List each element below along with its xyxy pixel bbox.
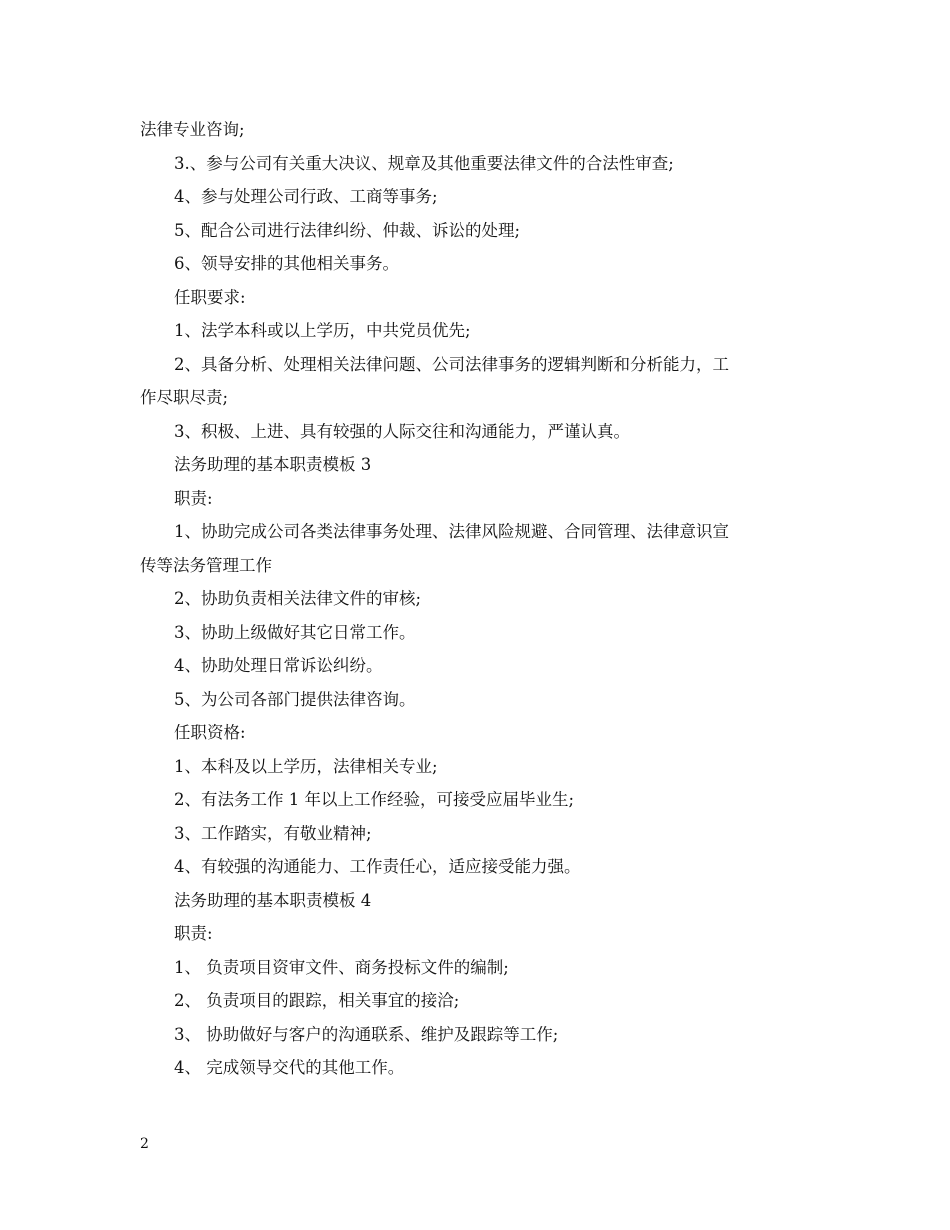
text-line: 法务助理的基本职责模板 3 bbox=[174, 455, 372, 474]
text-line: 3、协助上级做好其它日常工作。 bbox=[174, 622, 416, 642]
document-body bbox=[140, 113, 812, 1085]
text-line: 3、积极、上进、具有较强的人际交往和沟通能力，严谨认真。 bbox=[174, 421, 630, 441]
text-line: 4、有较强的沟通能力、工作责任心，适应接受能力强。 bbox=[174, 857, 581, 876]
text-line: 2、具备分析、处理相关法律问题、公司法律事务的逻辑判断和分析能力，工 bbox=[174, 354, 729, 374]
text-line: 任职要求: bbox=[174, 287, 246, 307]
text-line: 3.、参与公司有关重大决议、规章及其他重要法律文件的合法性审查; bbox=[174, 153, 674, 173]
text-line: 1、本科及以上学历，法律相关专业; bbox=[174, 756, 438, 776]
text-line: 2、 负责项目的跟踪，相关事宜的接洽; bbox=[174, 991, 460, 1010]
text-line: 5、为公司各部门提供法律咨询。 bbox=[174, 689, 416, 709]
text-line: 职责: bbox=[174, 488, 213, 508]
text-line: 3、 协助做好与客户的沟通联系、维护及跟踪等工作; bbox=[174, 1024, 559, 1044]
text-line: 1、 负责项目资审文件、商务投标文件的编制; bbox=[174, 957, 509, 977]
text-line: 1、法学本科或以上学历，中共党员优先; bbox=[174, 321, 471, 340]
page-number: 2 bbox=[140, 1136, 149, 1152]
text-line: 法务助理的基本职责模板 4 bbox=[174, 890, 372, 910]
text-line: 5、配合公司进行法律纠纷、仲裁、诉讼的处理; bbox=[174, 220, 521, 240]
text-line: 4、参与处理公司行政、工商等事务; bbox=[174, 187, 438, 206]
text-line: 1、协助完成公司各类法律事务处理、法律风险规避、合同管理、法律意识宣 bbox=[174, 522, 729, 541]
text-line: 3、工作踏实，有敬业精神; bbox=[174, 823, 372, 843]
text-line: 2、有法务工作 1 年以上工作经验，可接受应届毕业生; bbox=[174, 790, 575, 809]
text-line: 4、协助处理日常诉讼纠纷。 bbox=[174, 656, 383, 675]
text-line: 作尽职尽责; bbox=[140, 388, 229, 407]
text-line: 传等法务管理工作 bbox=[140, 555, 272, 575]
text-line: 4、 完成领导交代的其他工作。 bbox=[174, 1058, 405, 1077]
text-line: 法律专业咨询; bbox=[140, 120, 245, 139]
text-line: 职责: bbox=[174, 924, 213, 943]
text-line: 任职资格: bbox=[174, 723, 246, 742]
text-line: 2、协助负责相关法律文件的审核; bbox=[174, 589, 422, 608]
text-line: 6、领导安排的其他相关事务。 bbox=[174, 254, 399, 273]
